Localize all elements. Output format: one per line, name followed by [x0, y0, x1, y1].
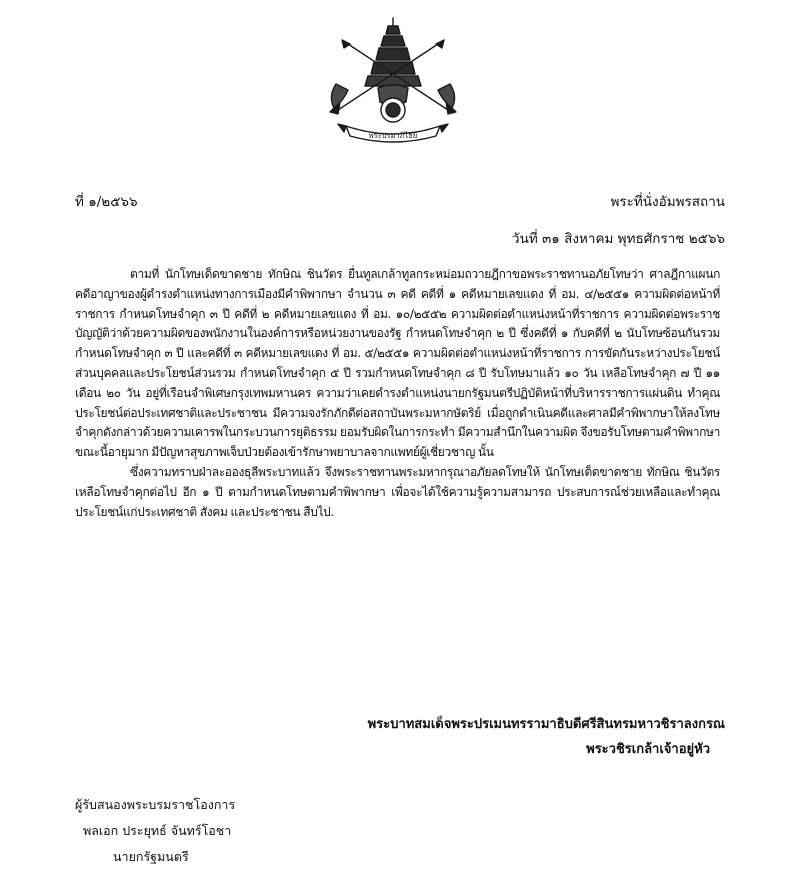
- letter-body: [75, 265, 720, 522]
- countersign-label: ผู้รับสนองพระบรมราชโองการ: [75, 797, 236, 812]
- countersign-name: พลเอก ประยุทธ์ จันทร์โอชา: [83, 823, 232, 838]
- royal-signature-block: [368, 712, 725, 762]
- document-number: ที่ ๑/๒๕๖๖: [75, 194, 138, 210]
- royal-name-line-1: พระบาทสมเด็จพระปรเมนทรรามาธิบดีศรีสินทรมหาวชิราลงกรณ: [367, 717, 725, 732]
- royal-emblem-icon: [318, 14, 468, 146]
- countersignature-block: [75, 792, 235, 870]
- issue-place: พระที่นั่งอัมพรสถาน: [610, 194, 725, 210]
- body-paragraph-1: ตามที่ นักโทษเด็ดขาดชาย ทักษิณ ชินวัตร ยื่นทูลเกล้าทูลกระหม่อมถวายฎีกาขอพระราชทานอภัยโทษว่า ศาลฎีกาแผนกคดีอาญาของผู้ดำรงตำแหน่งทางการเมืองมีคำพิพากษา จำนวน ๓ คดี คดีที่ ๑ คดีหมายเลขแดง ที่ อม. ๔/๒๕๕๑ ความผิดต่อหน้าที่ราชการ กำหนดโทษจำคุก ๓ ปี คดีที่ ๒ คดีหมายเลขแดง ที่ อม. ๑๐/๒๕๕๒ ความผิดต่อตำแหน่งหน้าที่ราชการ ความผิดต่อพระราชบัญญัติว่าด้วยความผิดของพนักงานในองค์การหรือหน่วยงานของรัฐ กำหนดโทษจำคุก ๒ ปี ซึ่งคดีที่ ๑ กับคดีที่ ๒ นับโทษซ้อนกันรวมกำหนดโทษจำคุก ๓ ปี และคดีที่ ๓ คดีหมายเลขแดง ที่ อม. ๕/๒๕๕๑ ความผิดต่อตำแหน่งหน้าที่ราชการ การขัดกันระหว่างประโยชน์ส่วนบุคคลและประโยชน์ส่วนรวม กำหนดโทษจำคุก ๕ ปี รวมกำหนดโทษจำคุก ๘ ปี รับโทษมาแล้ว ๑๐ วัน เหลือโทษจำคุก ๗ ปี ๑๑ เดือน ๒๐ วัน อยู่ที่เรือนจำพิเศษกรุงเทพมหานคร ความว่าเคยดำรงตำแหน่งนายกรัฐมนตรีปฏิบัติหน้าที่บริหารราชการแผ่นดิน ทำคุณประโยชน์ต่อประเทศชาติและประชาชน มีความจงรักภักดีต่อสถาบันพระมหากษัตริย์ เมื่อถูกดำเนินคดีและศาลมีคำพิพากษาให้ลงโทษจำคุกดังกล่าวด้วยความเคารพในกระบวนการยุติธรรม ยอมรับผิดในการกระทำ มีความสำนึกในความผิด จึงขอรับโทษตามคำพิพากษา ขณะนี้อายุมาก มีปัญหาสุขภาพเจ็บป่วยต้องเข้ารักษาพยาบาลจากแพทย์ผู้เชี่ยวชาญ นั้น: [75, 267, 720, 460]
- emblem-ribbon-text: พระปรมาภิไธย: [368, 131, 418, 140]
- issue-date: วันที่ ๓๑ สิงหาคม พุทธศักราช ๒๕๖๖: [512, 231, 725, 247]
- body-paragraph-2: ซึ่งความทราบฝ่าละอองธุลีพระบาทแล้ว จึงพระราชทานพระมหากรุณาอภัยลดโทษให้ นักโทษเด็ดขาดชาย ทักษิณ ชินวัตร เหลือโทษจำคุกต่อไป อีก ๑ ปี ตามกำหนดโทษตามคำพิพากษา เพื่อจะได้ใช้ความรู้ความสามารถ ประสบการณ์ช่วยเหลือและทำคุณประโยชน์แก่ประเทศชาติ สังคม และประชาชน สืบไป.: [75, 464, 720, 519]
- countersign-title: นายกรัฐมนตรี: [113, 849, 189, 864]
- royal-name-line-2: พระวชิรเกล้าเจ้าอยู่หัว: [586, 742, 710, 757]
